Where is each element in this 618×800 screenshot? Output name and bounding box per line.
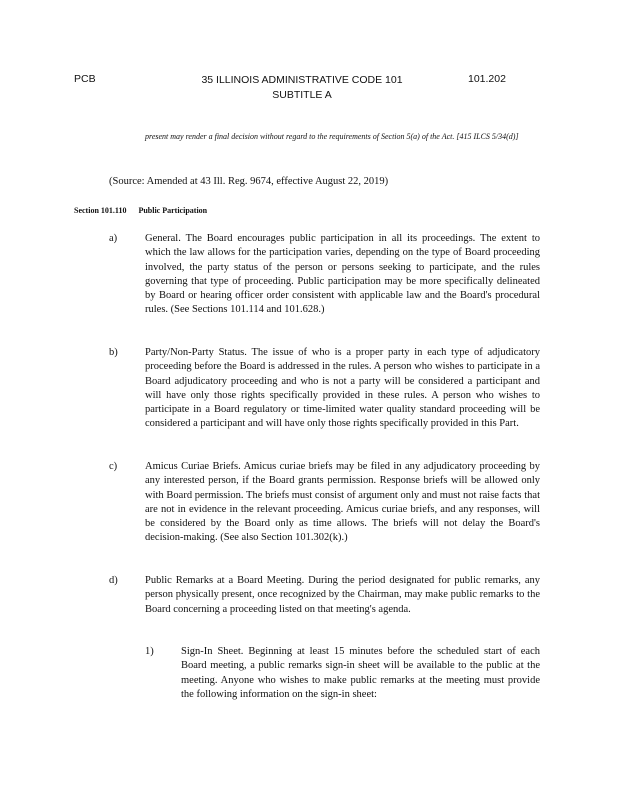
paragraph-text: Amicus Curiae Briefs. Amicus curiae briefs may be filed in any adjudicatory proceeding by any interested person, if the Board grants permission. Response briefs will be allowed only with Board permission. The briefs must consist of argument only and must not raise facts that are not in evidence in the relevant proceeding. Amicus curiae briefs, and any responses, will be considered by the Board only as time allows. The briefs will not delay the Board's decision-making. (See also Section 101.302(k).) xyxy=(145,461,540,544)
section-heading xyxy=(74,206,217,215)
paragraph-text: Public Remarks at a Board Meeting. During the period designated for public remarks, any person physically present, once recognized by the Chairman, may make public remarks to the Board concerning a proceeding listed on that meeting's agenda. xyxy=(145,575,540,615)
section-title: Public Participation xyxy=(138,206,208,215)
continuation-text: present may render a final decision without regard to the requirements of Section 5(a) of the Act. [415 ILCS 5/34(d)] xyxy=(145,132,519,141)
header-agency: PCB xyxy=(74,73,96,85)
header-title xyxy=(172,73,432,103)
subparagraph-label: 1) xyxy=(145,646,154,657)
header-subtitle-line: SUBTITLE A xyxy=(272,89,332,101)
paragraph-label: b) xyxy=(109,347,118,358)
paragraph-label: a) xyxy=(109,233,118,244)
paragraph-label: c) xyxy=(109,461,118,472)
section-number: Section 101.110 xyxy=(74,206,127,215)
header-section-number: 101.202 xyxy=(468,73,506,85)
source-note: (Source: Amended at 43 Ill. Reg. 9674, effective August 22, 2019) xyxy=(109,176,389,187)
paragraph-label: d) xyxy=(109,575,118,586)
subparagraph-text: Sign-In Sheet. Beginning at least 15 minutes before the scheduled start of each Board meeting, a public remarks sign-in sheet will be available to the public at the meeting. Anyone who wishes to make public remarks at the meeting must provide the following information on the sign-in sheet: xyxy=(181,646,540,700)
paragraph-text: General. The Board encourages public participation in all its proceedings. The extent to which the law allows for the participation varies, depending on the type of Board proceeding involved, the party status of the person or persons seeking to participate, and the rules governing that type of proceeding. Public participation may be more specifically delineated by Board or hearing officer order consistent with applicable law and the Board's procedural rules. (See Sections 101.114 and 101.628.) xyxy=(145,233,540,316)
header-code-line: 35 ILLINOIS ADMINISTRATIVE CODE 101 xyxy=(201,74,403,86)
paragraph-text: Party/Non-Party Status. The issue of who is a proper party in each type of adjudicatory proceeding before the Board is addressed in the rules. A person who wishes to participate in a Board adjudicatory proceeding and who is not a party will be considered a participant and will have only those rights specifically provided in these rules. A person who wishes to participate in a Board regulatory or time-limited water quality standard proceeding will be considered a participant and will have only those rights specifically provided in this Part. xyxy=(145,347,540,430)
